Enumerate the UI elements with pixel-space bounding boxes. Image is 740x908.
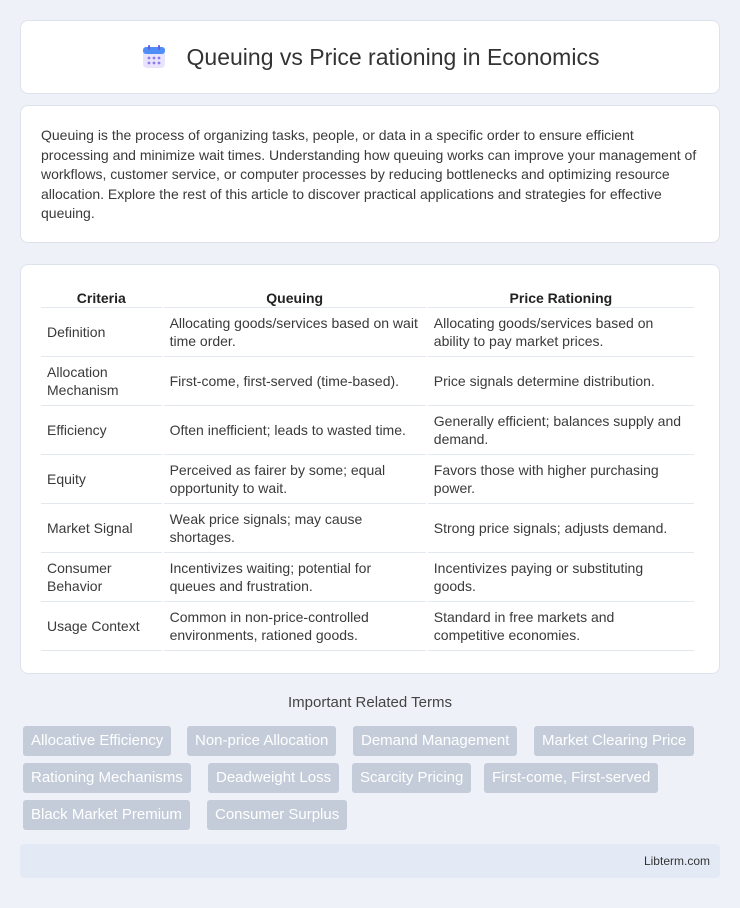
table-cell: Allocating goods/services based on ability to pay market prices.	[428, 308, 694, 357]
table-cell: Incentivizes waiting; potential for queues and frustration.	[164, 553, 426, 602]
table-row	[41, 357, 694, 406]
table-cell: Strong price signals; adjusts demand.	[428, 504, 694, 553]
table-cell: Allocation Mechanism	[41, 357, 162, 406]
table-cell: Allocating goods/services based on wait time order.	[164, 308, 426, 357]
table-row	[41, 308, 694, 357]
column-header-price-rationing: Price Rationing	[428, 287, 694, 308]
column-header-queuing: Queuing	[164, 287, 426, 308]
table-cell: Often inefficient; leads to wasted time.	[164, 406, 426, 455]
table-cell: Usage Context	[41, 602, 162, 651]
table-cell: Consumer Behavior	[41, 553, 162, 602]
comparison-table	[39, 287, 696, 651]
column-header-criteria: Criteria	[41, 287, 162, 308]
table-cell: First-come, first-served (time-based).	[164, 357, 426, 406]
tag-black-market-premium[interactable]: Black Market Premium	[23, 800, 190, 830]
table-cell: Weak price signals; may cause shortages.	[164, 504, 426, 553]
page-title: Queuing vs Price rationing in Economics	[186, 43, 600, 70]
tag-market-clearing-price[interactable]: Market Clearing Price	[534, 726, 694, 756]
intro-card	[20, 105, 720, 243]
table-cell: Common in non-price-controlled environments, rationed goods.	[164, 602, 426, 651]
table-cell: Price signals determine distribution.	[428, 357, 694, 406]
table-header-row	[41, 287, 694, 308]
table-cell: Favors those with higher purchasing power.	[428, 455, 694, 504]
intro-text: Queuing is the process of organizing tasks, people, or data in a specific order to ensure efficient processing and minimize wait times. Understanding how queuing works can improve your management of workflows, customer service, or computer processes by reducing bottlenecks and optimizing resource allocation. Explore the rest of this article to discover practical applications and strategies for effective queuing.	[41, 127, 697, 222]
table-row	[41, 406, 694, 455]
table-cell: Standard in free markets and competitive economies.	[428, 602, 694, 651]
table-cell: Incentivizes paying or substituting goods.	[428, 553, 694, 602]
tag-scarcity-pricing[interactable]: Scarcity Pricing	[352, 763, 471, 793]
related-terms-title: Important Related Terms	[288, 694, 452, 711]
table-cell: Perceived as fairer by some; equal opportunity to wait.	[164, 455, 426, 504]
tag-deadweight-loss[interactable]: Deadweight Loss	[208, 763, 339, 793]
table-cell: Definition	[41, 308, 162, 357]
table-cell: Efficiency	[41, 406, 162, 455]
tag-allocative-efficiency[interactable]: Allocative Efficiency	[23, 726, 171, 756]
tag-first-come-first-served[interactable]: First-come, First-served	[484, 763, 658, 793]
tag-consumer-surplus[interactable]: Consumer Surplus	[207, 800, 347, 830]
tag-rationing-mechanisms[interactable]: Rationing Mechanisms	[23, 763, 191, 793]
table-row	[41, 602, 694, 651]
footer	[20, 844, 720, 878]
tag-non-price-allocation[interactable]: Non-price Allocation	[187, 726, 336, 756]
footer-site-link[interactable]: Libterm.com	[643, 854, 710, 868]
table-cell: Equity	[41, 455, 162, 504]
calendar-icon	[141, 44, 167, 70]
comparison-table-card	[20, 264, 720, 674]
table-row	[41, 455, 694, 504]
table-cell: Generally efficient; balances supply and demand.	[428, 406, 694, 455]
table-row	[41, 504, 694, 553]
tag-demand-management[interactable]: Demand Management	[353, 726, 517, 756]
table-cell: Market Signal	[41, 504, 162, 553]
table-row	[41, 553, 694, 602]
title-card	[20, 20, 720, 94]
